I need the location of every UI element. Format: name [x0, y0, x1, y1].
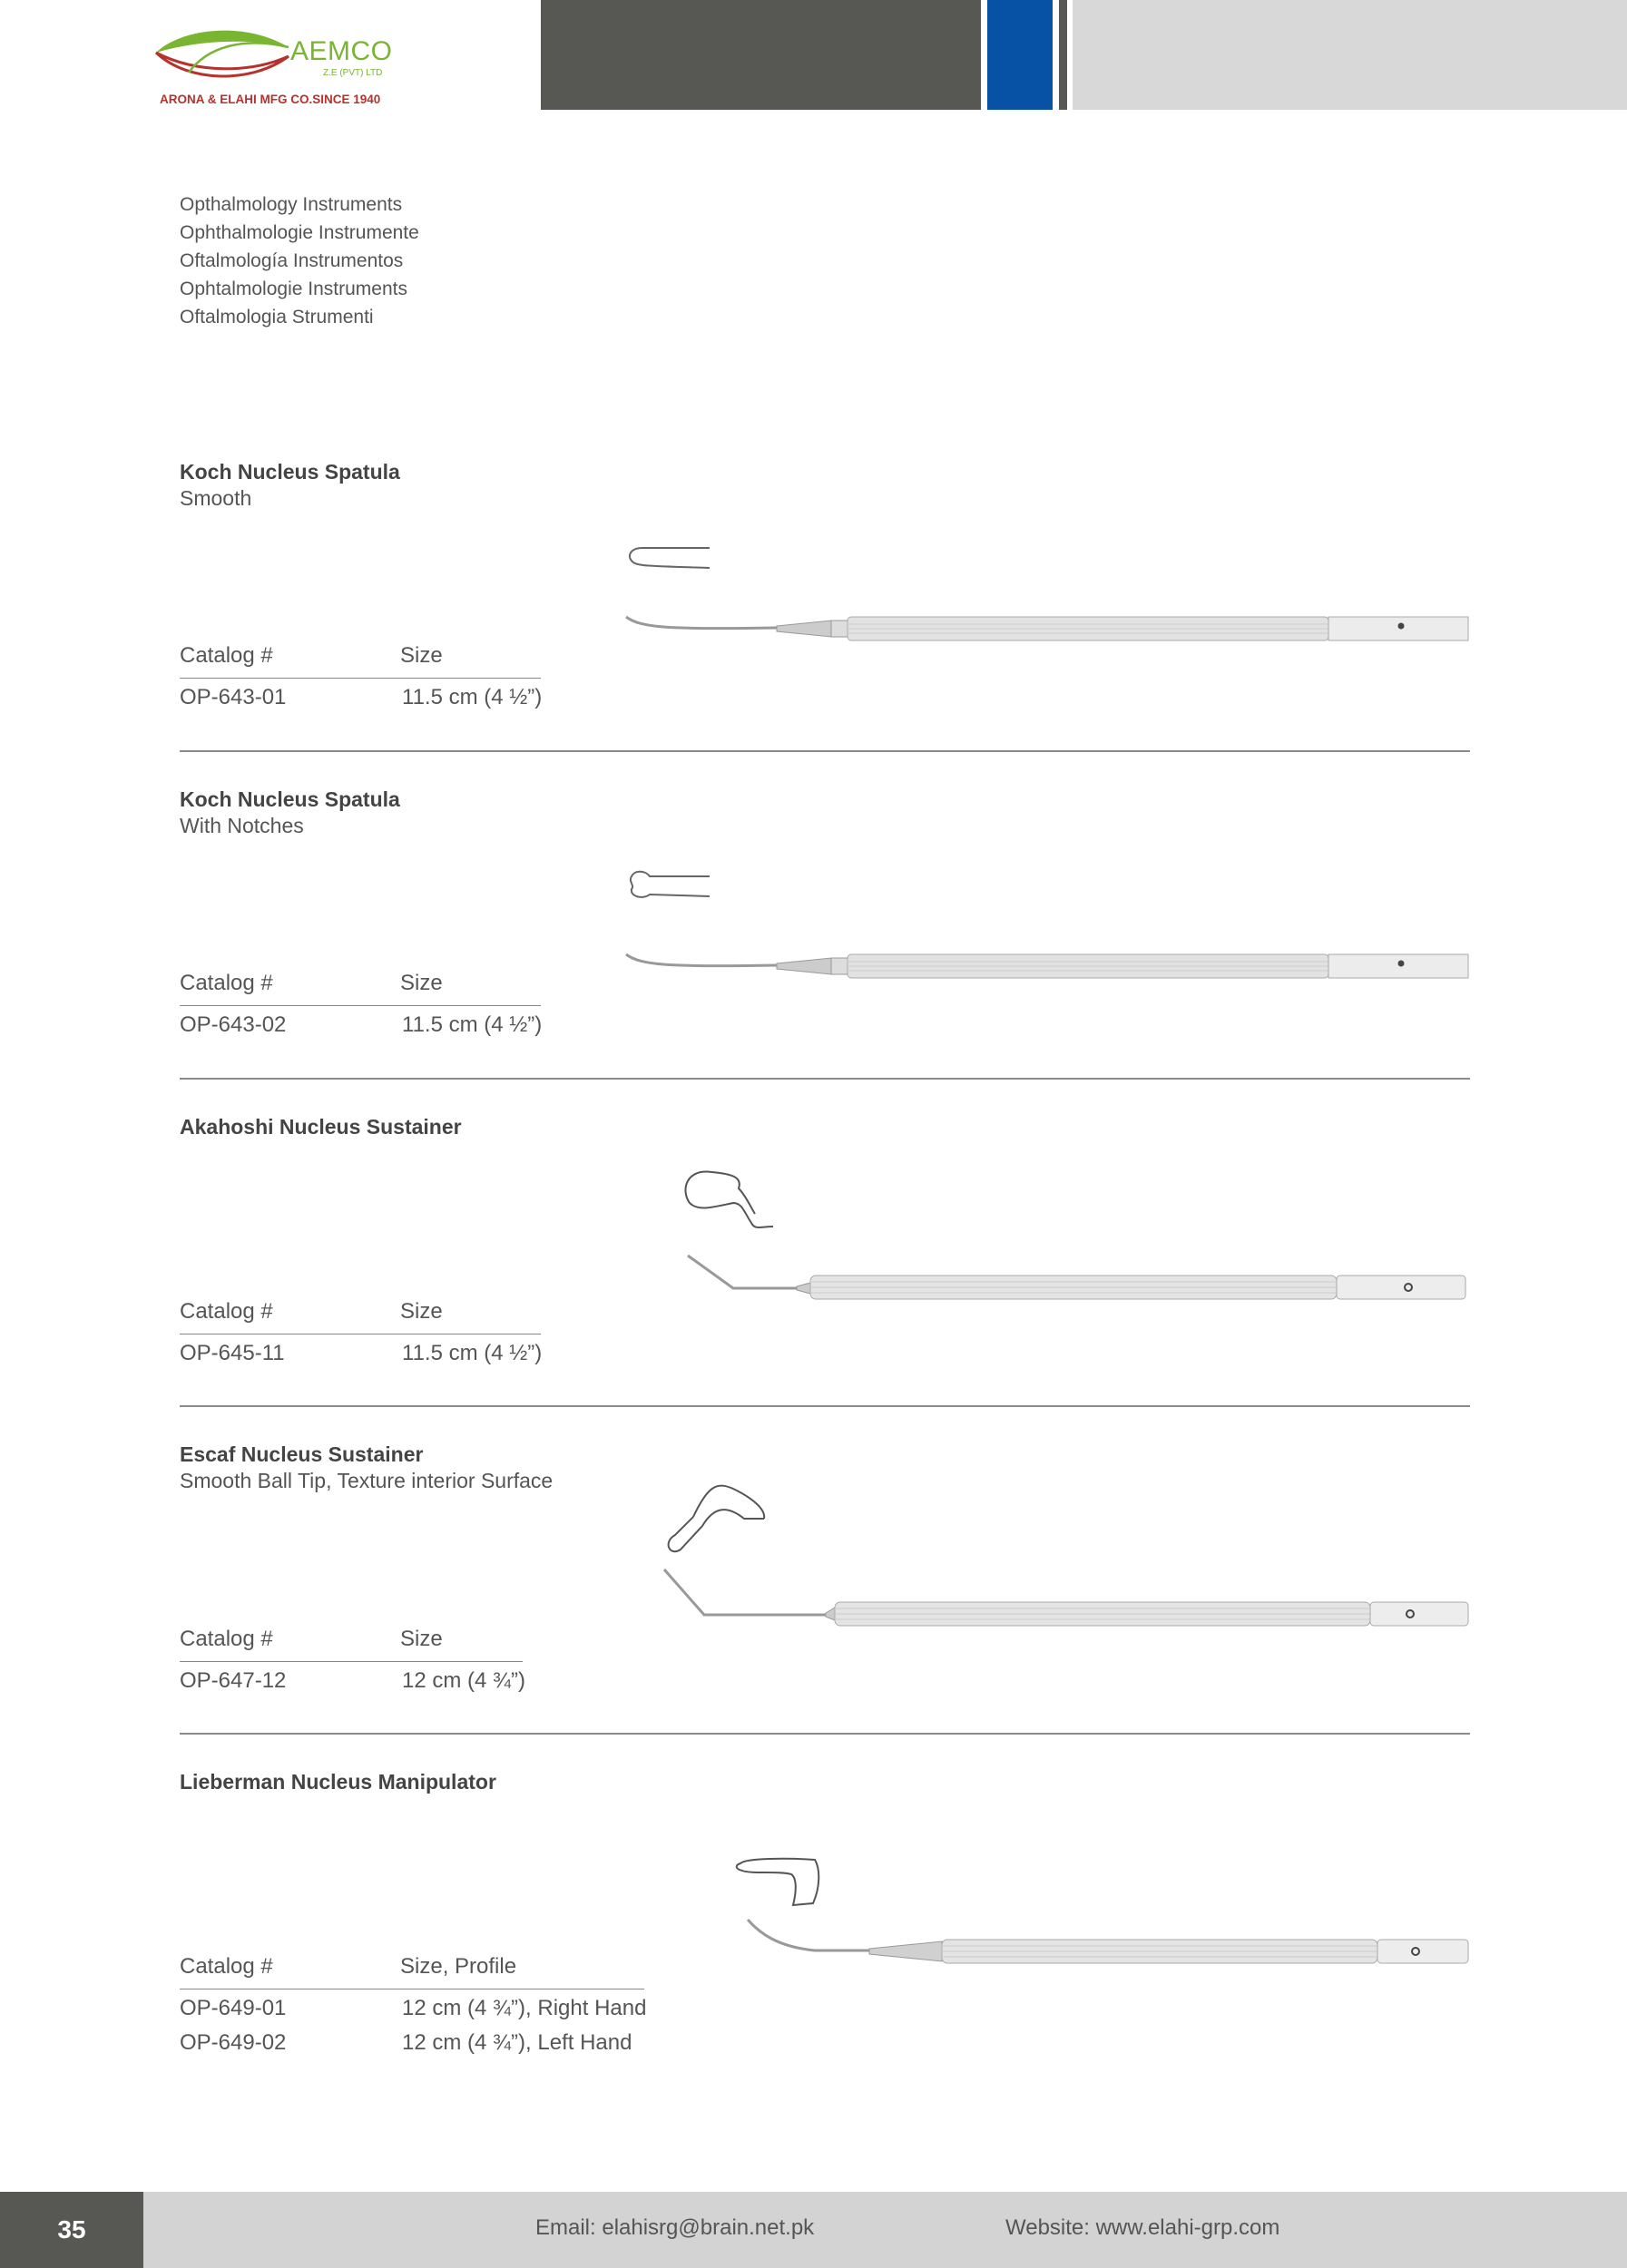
catalog-size: 12 cm (4 ¾”), Left Hand [402, 2030, 632, 2055]
page-number-box [0, 2192, 143, 2268]
brand-name: AEMCO [290, 36, 393, 66]
table-header-rule [180, 678, 541, 679]
header-blue-bar [987, 0, 1053, 110]
col-catalog-header: Catalog # [180, 971, 273, 995]
koch-notched-instrument-illustration [622, 864, 1475, 982]
product-title: Akahoshi Nucleus Sustainer [180, 1115, 462, 1139]
col-size-header: Size [400, 971, 443, 995]
col-catalog-header: Catalog # [180, 643, 273, 668]
footer-email[interactable]: Email: elahisrg@brain.net.pk [535, 2215, 815, 2240]
product-title: Koch Nucleus Spatula [180, 460, 400, 484]
header-dark-bar [541, 0, 981, 110]
product-title: Lieberman Nucleus Manipulator [180, 1770, 496, 1794]
header-light-bar [1073, 0, 1627, 110]
brand-sub: Z.E (PVT) LTD [323, 68, 383, 78]
table-header-rule [180, 1661, 523, 1662]
akahoshi-instrument-illustration [679, 1163, 1477, 1317]
category-title-de: Ophthalmologie Instrumente [180, 222, 419, 243]
brand-tagline: ARONA & ELAHI MFG CO.SINCE 1940 [160, 93, 381, 106]
footer-website[interactable]: Website: www.elahi-grp.com [1005, 2215, 1280, 2240]
catalog-number: OP-649-01 [180, 1996, 287, 2020]
catalog-number: OP-649-02 [180, 2030, 287, 2055]
catalog-number: OP-647-12 [180, 1668, 287, 1693]
category-title-fr: Ophtalmologie Instruments [180, 279, 407, 299]
page-number: 35 [57, 2215, 86, 2244]
catalog-size: 12 cm (4 ¾”) [402, 1668, 526, 1693]
col-catalog-header: Catalog # [180, 1954, 273, 1979]
product-separator [180, 1733, 1470, 1735]
escaf-instrument-illustration [653, 1473, 1475, 1637]
header-thin-bar [1059, 0, 1067, 110]
product-separator [180, 750, 1470, 752]
lieberman-instrument-illustration [733, 1851, 1477, 1987]
leaf-logo-icon [152, 20, 298, 91]
catalog-size: 11.5 cm (4 ½”) [402, 685, 543, 709]
catalog-number: OP-643-02 [180, 1012, 287, 1037]
catalog-number: OP-643-01 [180, 685, 287, 709]
catalog-number: OP-645-11 [180, 1341, 285, 1365]
product-subtitle: Smooth [180, 486, 252, 510]
product-separator [180, 1078, 1470, 1080]
category-title-it: Oftalmologia Strumenti [180, 307, 374, 327]
col-size-header: Size [400, 1627, 443, 1651]
footer-bar [143, 2192, 1627, 2268]
col-catalog-header: Catalog # [180, 1627, 273, 1651]
product-subtitle: With Notches [180, 814, 304, 837]
catalog-size: 11.5 cm (4 ½”) [402, 1341, 543, 1365]
product-separator [180, 1405, 1470, 1407]
company-logo [152, 20, 416, 111]
catalog-size: 12 cm (4 ¾”), Right Hand [402, 1996, 647, 2020]
table-header-rule [180, 1005, 541, 1006]
category-title-es: Oftalmología Instrumentos [180, 250, 404, 271]
col-size-header: Size [400, 1299, 443, 1324]
product-subtitle: Smooth Ball Tip, Texture interior Surface [180, 1469, 554, 1492]
product-title: Escaf Nucleus Sustainer [180, 1442, 424, 1466]
category-titles [180, 191, 419, 331]
col-size-header: Size [400, 643, 443, 668]
col-catalog-header: Catalog # [180, 1299, 273, 1324]
col-size-header: Size, Profile [400, 1954, 517, 1979]
koch-smooth-instrument-illustration [622, 535, 1475, 653]
product-title: Koch Nucleus Spatula [180, 787, 400, 811]
category-title-en: Opthalmology Instruments [180, 194, 403, 215]
catalog-size: 11.5 cm (4 ½”) [402, 1012, 543, 1037]
